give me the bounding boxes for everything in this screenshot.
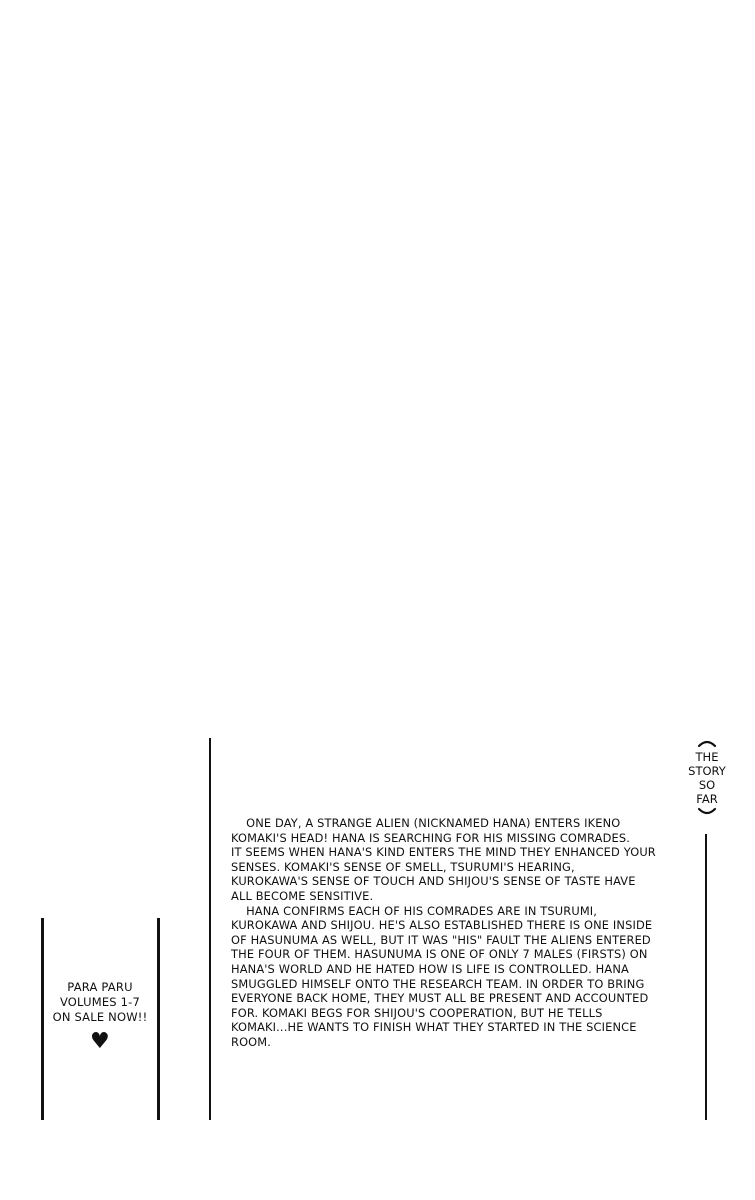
promo-title: PARA PARU	[67, 980, 133, 994]
chevron-up-icon	[684, 736, 730, 750]
synopsis-line: HANA'S WORLD AND HE HATED HOW IS LIFE IS CONTROLLED. HANA	[231, 961, 629, 976]
synopsis-line: KUROKAWA'S SENSE OF TOUCH AND SHIJOU'S SENSE OF TASTE HAVE	[231, 874, 636, 889]
synopsis-line: KUROKAWA AND SHIJOU. HE'S ALSO ESTABLISHED THERE IS ONE INSIDE	[231, 918, 653, 933]
synopsis-line: FOR. KOMAKI BEGS FOR SHIJOU'S COOPERATION, BUT HE TELLS	[231, 1005, 603, 1020]
synopsis-line: OF HASUNUMA AS WELL, BUT IT WAS "HIS" FAULT THE ALIENS ENTERED	[231, 932, 651, 947]
synopsis-line: ROOM.	[231, 1034, 272, 1049]
promo-volumes: VOLUMES 1-7	[59, 995, 141, 1009]
promo-left-border	[41, 918, 44, 1120]
synopsis-line: THE FOUR OF THEM. HASUNUMA IS ONE OF ONLY 7 MALES (FIRSTS) ON	[231, 947, 648, 962]
heart-icon: ♥	[90, 1029, 110, 1054]
synopsis-line: KOMAKI...HE WANTS TO FINISH WHAT THEY STARTED IN THE SCIENCE	[231, 1020, 637, 1035]
synopsis-line: IT SEEMS WHEN HANA'S KIND ENTERS THE MIND THEY ENHANCED YOUR	[231, 845, 656, 860]
synopsis-line: SENSES. KOMAKI'S SENSE OF SMELL, TSURUMI'S HEARING,	[231, 859, 575, 874]
promo-right-border	[157, 918, 160, 1120]
synopsis-line: KOMAKI'S HEAD! HANA IS SEARCHING FOR HIS MISSING COMRADES.	[231, 830, 630, 845]
synopsis-line: ALL BECOME SENSITIVE.	[231, 888, 374, 903]
synopsis-left-border	[209, 738, 211, 1120]
synopsis-line: ONE DAY, A STRANGE ALIEN (NICKNAMED HANA) ENTERS IKENO	[231, 816, 621, 830]
story-right-border	[705, 834, 707, 1120]
synopsis-text	[231, 816, 703, 1050]
story-label-word-so: SO	[698, 778, 716, 792]
story-label-word-story: STORY	[688, 764, 726, 778]
synopsis-line: HANA CONFIRMS EACH OF HIS COMRADES ARE IN TSURUMI,	[231, 903, 598, 918]
promo-on-sale: ON SALE NOW!!	[52, 1010, 148, 1024]
story-so-far-label	[684, 736, 730, 820]
story-label-word-far: FAR	[696, 792, 718, 806]
synopsis-line: EVERYONE BACK HOME, THEY MUST ALL BE PRESENT AND ACCOUNTED	[231, 991, 649, 1006]
synopsis-line: SMUGGLED HIMSELF ONTO THE RESEARCH TEAM. IN ORDER TO BRING	[231, 976, 645, 991]
promo-box	[46, 980, 154, 1053]
story-label-word-the: THE	[695, 750, 719, 764]
